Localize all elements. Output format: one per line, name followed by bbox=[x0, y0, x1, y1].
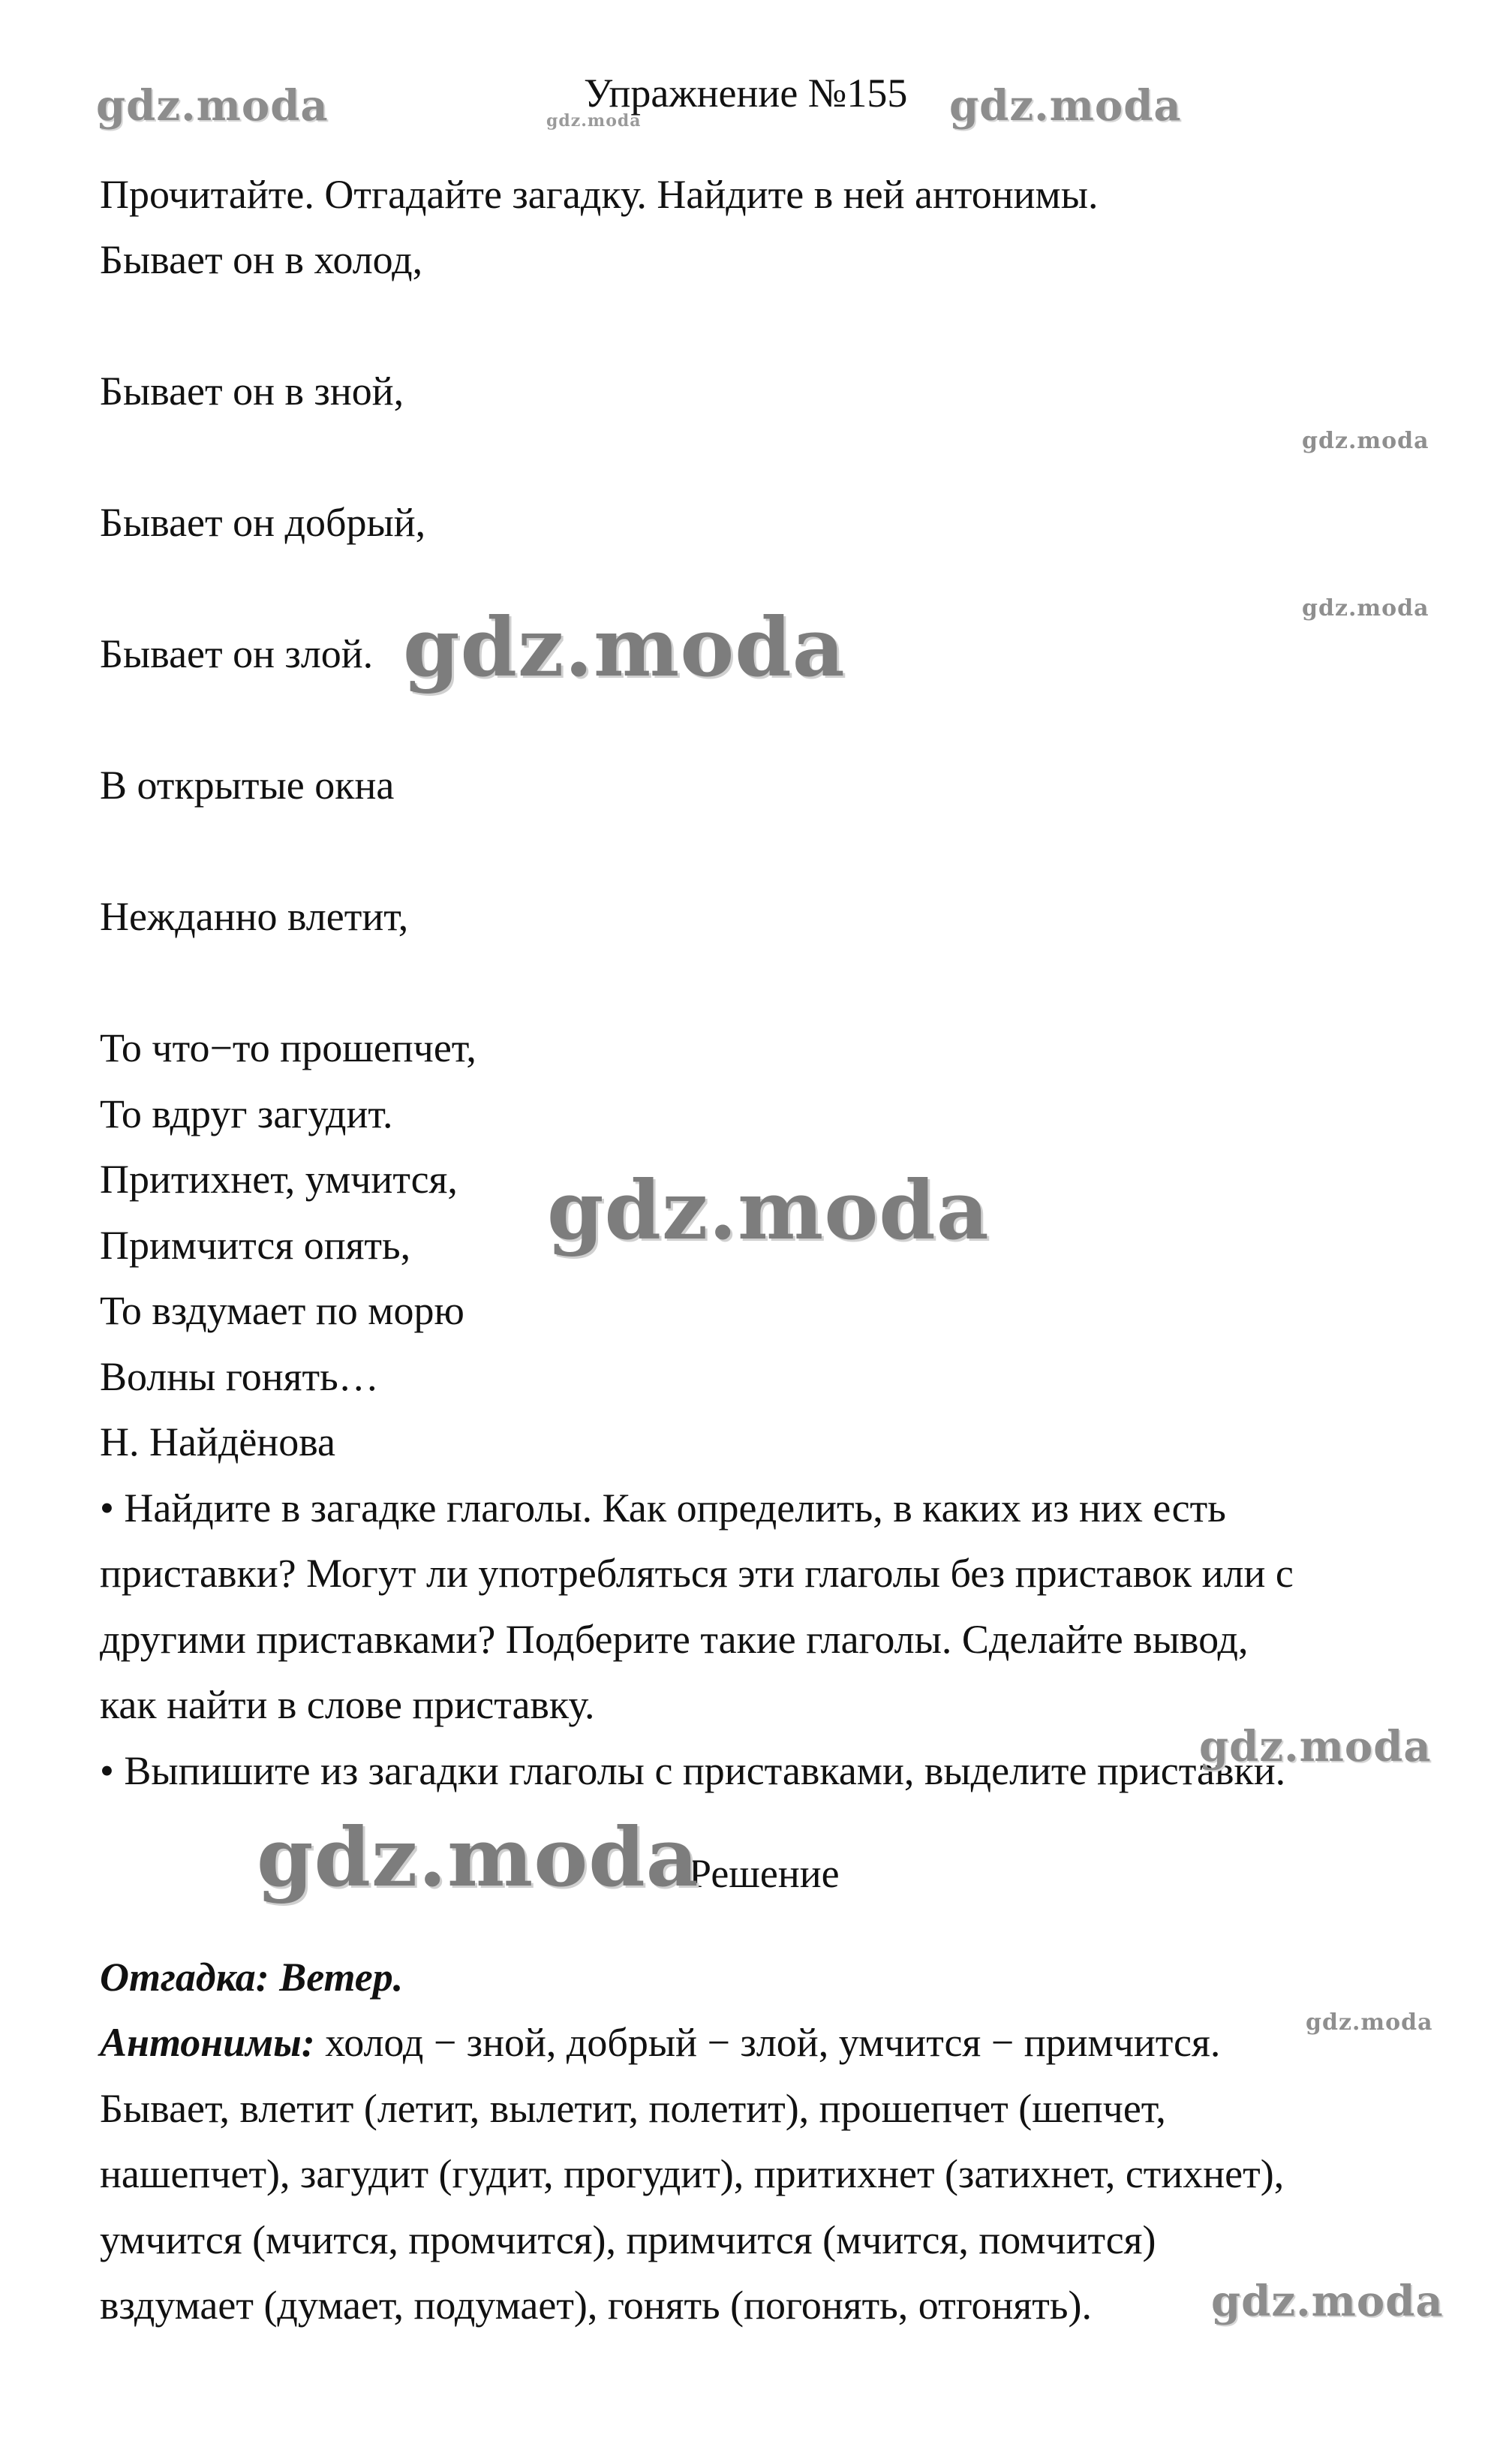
question-line: • Найдите в загадке глаголы. Как определить, в каких из них есть bbox=[100, 1485, 1226, 1531]
watermark: gdz.moda bbox=[1199, 1722, 1432, 1771]
antonyms-label: Антонимы: bbox=[100, 2020, 315, 2065]
poem-line: Бывает он в холод, bbox=[100, 237, 423, 282]
solution-heading: Решение bbox=[689, 1851, 840, 1896]
poem-line: Нежданно влетит, bbox=[100, 894, 409, 939]
watermark: gdz.moda bbox=[547, 1163, 990, 1258]
watermark: gdz.moda bbox=[546, 111, 642, 131]
verbs-line: нашепчет), загудит (гудит, прогудит), притихнет (затихнет, стихнет), bbox=[100, 2151, 1285, 2196]
verbs-line: Бывает, влетит (летит, вылетит, полетит), прошепчет (шепчет, bbox=[100, 2086, 1166, 2131]
antonyms-line bbox=[100, 2018, 1220, 2066]
watermark: gdz.moda bbox=[1302, 595, 1429, 622]
poem-line: Волны гонять… bbox=[100, 1354, 379, 1399]
page-title: Упражнение №155 bbox=[584, 71, 908, 116]
task-instruction: Прочитайте. Отгадайте загадку. Найдите в ней антонимы. bbox=[100, 172, 1099, 217]
watermark: gdz.moda bbox=[96, 81, 329, 131]
watermark: gdz.moda bbox=[1306, 2009, 1433, 2036]
poem-author: Н. Найдёнова bbox=[100, 1419, 335, 1464]
watermark: gdz.moda bbox=[1211, 2277, 1444, 2326]
question-line: как найти в слове приставку. bbox=[100, 1682, 595, 1727]
answer-label: Отгадка: Ветер. bbox=[100, 1955, 404, 2000]
poem-line: То что−то прошепчет, bbox=[100, 1025, 476, 1070]
verbs-line: вздумает (думает, подумает), гонять (погонять, отгонять). bbox=[100, 2283, 1092, 2328]
question-line: другими приставками? Подберите такие глаголы. Сделайте вывод, bbox=[100, 1617, 1249, 1662]
poem-line: Притихнет, умчится, bbox=[100, 1157, 458, 1202]
watermark: gdz.moda bbox=[949, 81, 1182, 131]
poem-line: Бывает он злой. bbox=[100, 631, 374, 676]
verbs-line: умчится (мчится, промчится), примчится (мчится, помчится) bbox=[100, 2217, 1156, 2262]
poem-line: Бывает он добрый, bbox=[100, 500, 426, 545]
poem-line: То вдруг загудит. bbox=[100, 1091, 393, 1136]
question-line: • Выпишите из загадки глаголы с приставками, выделите приставки. bbox=[100, 1748, 1286, 1793]
antonyms-text: холод − зной, добрый − злой, умчится − примчится. bbox=[314, 2020, 1221, 2065]
poem-line: То вздумает по морю bbox=[100, 1288, 464, 1333]
question-line: приставки? Могут ли употребляться эти глаголы без приставок или с bbox=[100, 1551, 1294, 1596]
poem-line: Бывает он в зной, bbox=[100, 369, 404, 414]
poem-line: Примчится опять, bbox=[100, 1223, 411, 1268]
poem-line: В открытые окна bbox=[100, 763, 395, 808]
watermark: gdz.moda bbox=[403, 600, 846, 695]
watermark: gdz.moda bbox=[257, 1810, 699, 1905]
watermark: gdz.moda bbox=[1302, 428, 1429, 454]
